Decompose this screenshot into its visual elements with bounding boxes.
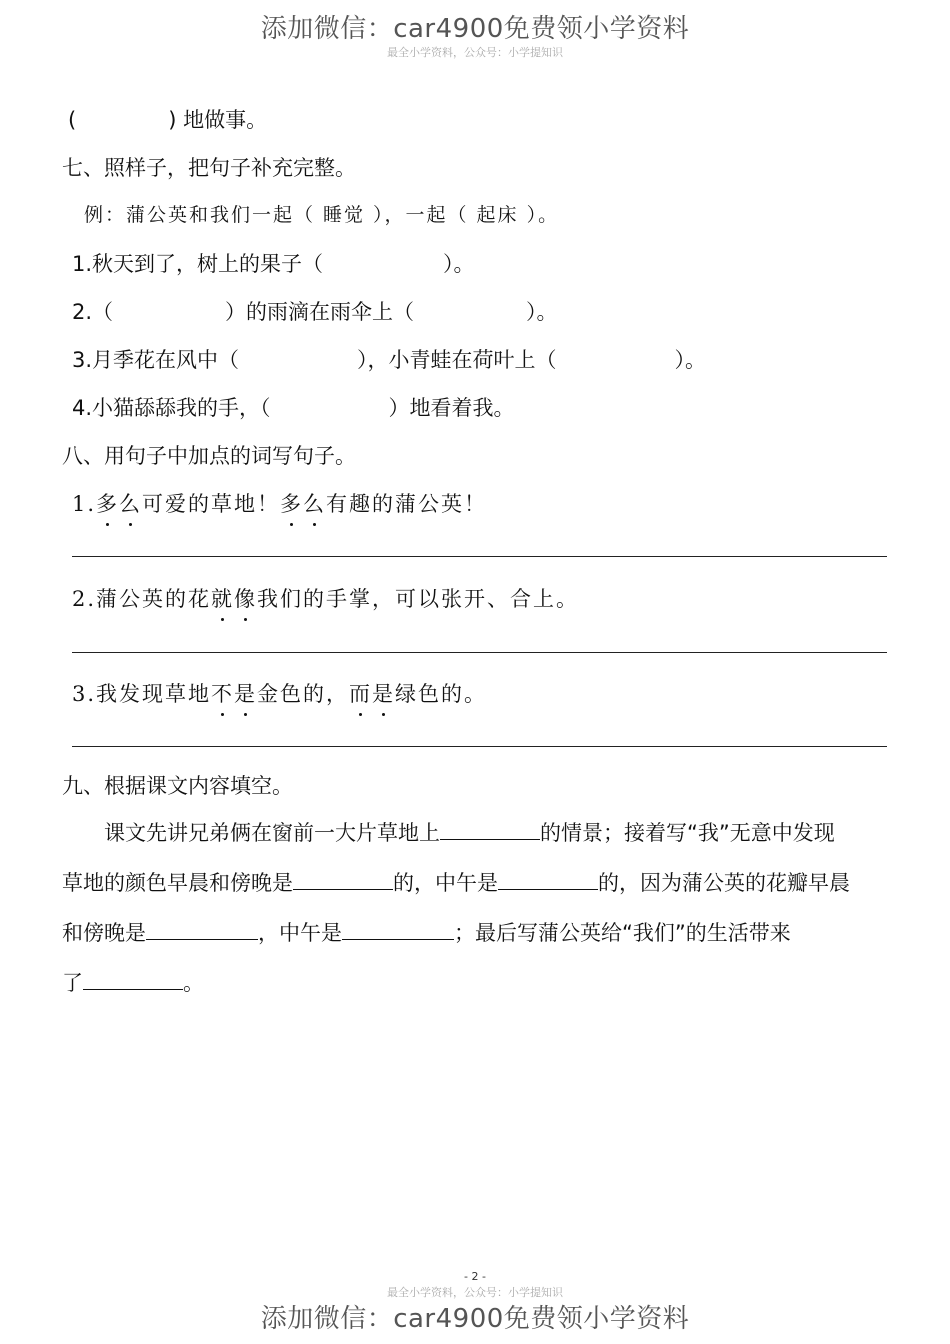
sentence-text: 我们的手掌，可以张开、合上。 xyxy=(257,587,580,611)
blank-2[interactable] xyxy=(293,868,393,890)
sentence-text: 绿色的。 xyxy=(395,682,488,706)
example-answer-1: 睡觉 xyxy=(323,204,366,226)
blank-6[interactable] xyxy=(83,968,183,990)
example-mid: ），一起（ xyxy=(373,204,469,226)
dotted-word: 就 xyxy=(211,583,234,613)
section7-item-4 xyxy=(72,392,515,422)
close-paren: ) xyxy=(168,108,177,132)
dotted-word: 是 xyxy=(234,678,257,708)
section7-title: 七、照样子，把句子补充完整。 xyxy=(62,156,356,180)
section9-paragraph xyxy=(62,808,892,1008)
dotted-word: 么 xyxy=(119,488,142,518)
item-text: 1.秋天到了，树上的果子（ xyxy=(72,252,324,276)
sentence-text: 金色的， xyxy=(257,682,350,706)
para-text: 课文先讲兄弟俩在窗前一大片草地上 xyxy=(104,821,440,845)
item-text: ）。 xyxy=(674,348,707,372)
para-text: 的情景；接着写“我”无意中发现 xyxy=(540,821,835,845)
sentence-number: 2. xyxy=(72,587,97,611)
dotted-word: 是 xyxy=(372,678,395,708)
answer-line-1[interactable] xyxy=(72,556,887,557)
dotted-word: 么 xyxy=(303,488,326,518)
section7-example xyxy=(84,200,559,227)
sentence-text: 有趣的蒲公英！ xyxy=(326,492,488,516)
example-prefix: 例：蒲公英和我们一起（ xyxy=(84,204,316,226)
para-text: 。 xyxy=(183,971,204,995)
watermark-bottom: 添加微信：car4900免费领小学资料 xyxy=(260,1304,690,1334)
section9-title: 九、根据课文内容填空。 xyxy=(62,774,293,798)
blank-3[interactable] xyxy=(498,868,598,890)
item-text: 4.小猫舔舔我的手，（ xyxy=(72,396,271,420)
sentence-number: 3. xyxy=(72,682,97,706)
section8-sentence-1 xyxy=(72,488,487,518)
sentence-text: 蒲公英的花 xyxy=(96,587,212,611)
sentence-number: 1. xyxy=(72,492,97,516)
page-number: - 2 - xyxy=(464,1270,486,1283)
dotted-word: 多 xyxy=(280,488,303,518)
para-text: 和傍晚是 xyxy=(62,921,146,945)
para-text: 的，中午是 xyxy=(393,871,498,895)
sentence-text: 我发现草地 xyxy=(96,682,212,706)
carry-over-tail: 地做事。 xyxy=(183,108,268,132)
answer-line-2[interactable] xyxy=(72,652,887,653)
item-text: ）地看着我。 xyxy=(388,396,515,420)
section8-sentence-3 xyxy=(72,678,487,708)
carry-over-line xyxy=(68,104,267,134)
para-line-3 xyxy=(62,908,892,958)
section8-sentence-2 xyxy=(72,583,579,613)
sentence-text: 可爱的草地！ xyxy=(142,492,281,516)
section7-item-2 xyxy=(72,296,558,326)
footer-note: 最全小学资料，公众号：小学提知识 xyxy=(387,1286,563,1299)
blank-1[interactable] xyxy=(440,818,540,840)
section8-title: 八、用句子中加点的词写句子。 xyxy=(62,444,356,468)
para-text: 草地的颜色早晨和傍晚是 xyxy=(62,871,293,895)
para-text: ，中午是 xyxy=(258,921,342,945)
para-text: 的，因为蒲公英的花瓣早晨 xyxy=(598,871,850,895)
dotted-word: 多 xyxy=(96,488,119,518)
item-text: ），小青蛙在荷叶上（ xyxy=(357,348,557,372)
item-text: 2.（ xyxy=(72,300,114,324)
para-text: ；最后写蒲公英给“我们”的生活带来 xyxy=(454,921,791,945)
header-note: 最全小学资料，公众号：小学提知识 xyxy=(387,46,563,59)
dotted-word: 像 xyxy=(234,583,257,613)
para-line-2 xyxy=(62,858,892,908)
watermark-top: 添加微信：car4900免费领小学资料 xyxy=(260,14,690,44)
blank-4[interactable] xyxy=(146,918,258,940)
answer-line-3[interactable] xyxy=(72,746,887,747)
para-line-4 xyxy=(62,958,892,1008)
item-text: ）。 xyxy=(526,300,558,324)
para-line-1 xyxy=(62,808,892,858)
dotted-word: 而 xyxy=(349,678,372,708)
example-end: ）。 xyxy=(526,204,560,226)
item-text: ）。 xyxy=(443,252,475,276)
section7-item-1 xyxy=(72,248,475,278)
blank-5[interactable] xyxy=(342,918,454,940)
item-text: 3.月季花在风中（ xyxy=(72,348,240,372)
dotted-word: 不 xyxy=(211,678,234,708)
para-text: 了 xyxy=(62,971,83,995)
open-paren: ( xyxy=(68,108,77,132)
section7-item-3 xyxy=(72,344,706,374)
example-answer-2: 起床 xyxy=(476,204,519,226)
item-text: ）的雨滴在雨伞上（ xyxy=(225,300,415,324)
